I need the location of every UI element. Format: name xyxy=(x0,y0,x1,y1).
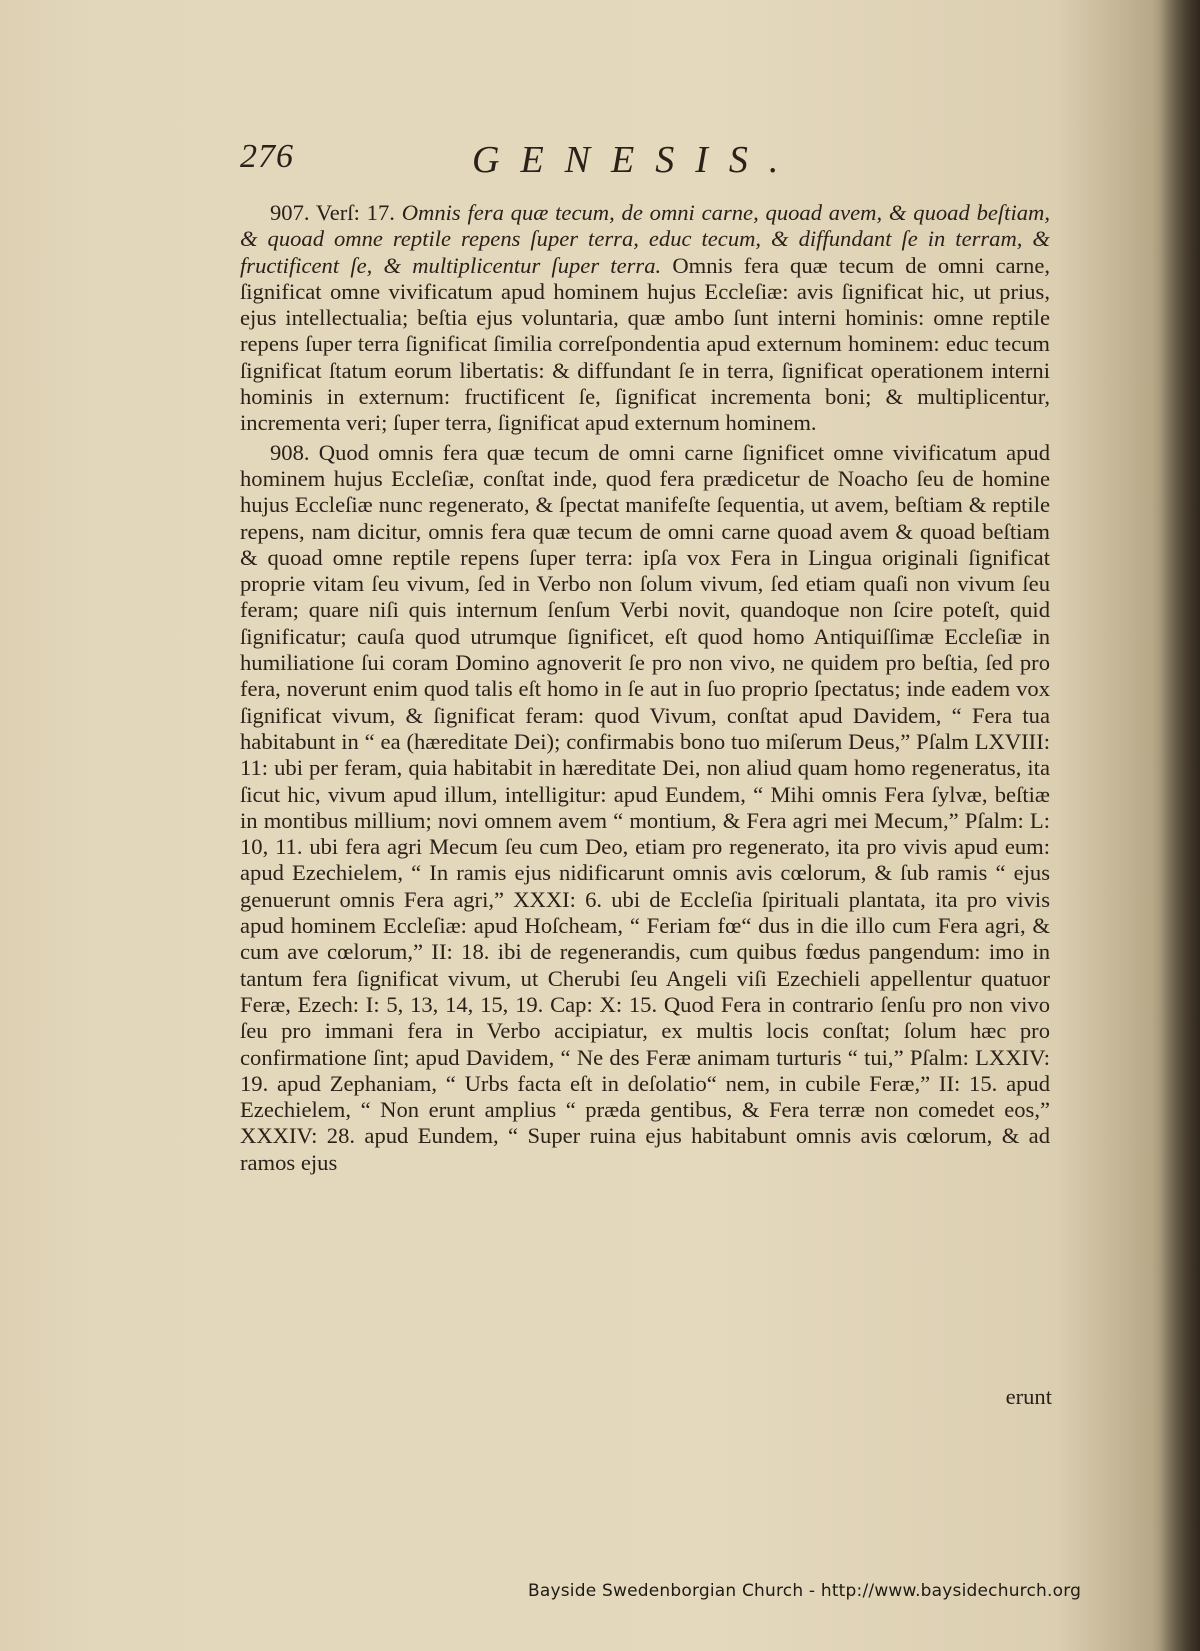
catchword: erunt xyxy=(1005,1384,1052,1409)
paragraph-908 xyxy=(240,440,1050,1176)
running-title: GENESIS. xyxy=(472,139,800,181)
watermark-footer: Bayside Swedenborgian Church - http://www.baysidechurch.org xyxy=(528,1581,1082,1601)
paragraph-907 xyxy=(240,200,1050,437)
paragraph-text: Quod omnis fera quæ tecum de omni carne ſignificet omne vivificatum apud hominem hujus Eccleſiæ, conſtat inde, quod fera prædicetur de Noacho ſeu de homine hujus Eccleſiæ nunc regenerato, & ſpectat manifeſte ſequentia, ut avem, beſtiam & reptile repens, nam dicitur, omnis fera quæ tecum de omni carne quoad avem & quoad beſtiam & quoad omne reptile repens ſuper terra: ipſa vox Fera in Lingua originali ſignificat proprie vitam ſeu vivum, ſed in Verbo non ſolum vivum, ſed etiam quaſi non vivum ſeu feram; quare niſi quis internum ſenſum Verbi novit, quandoque non ſcire poteſt, quid ſignificatur; cauſa quod utrumque ſignificet, eſt quod homo Antiquiſſimæ Eccleſiæ in humiliatione ſui coram Domino agnoverit ſe pro non vivo, ne quidem pro beſtia, ſed pro fera, noverunt enim quod talis eſt homo in ſe aut in ſuo proprio ſpectatus; inde eadem vox ſignificat vivum, & ſignificat feram: quod Vivum, conſtat apud Davidem, “ Fera tua habitabunt in “ ea (hæreditate Dei); confirmabis bono tuo miſerum Deus,” Pſalm LXVIII: 11: ubi per feram, quia habitabit in hæreditate Dei, non aliud quam homo regeneratus, ita ſicut hic, vivum apud illum, intelligitur: apud Eundem, “ Mihi omnis Fera ſylvæ, beſtiæ in montibus millium; novi omnem avem “ montium, & Fera agri mei Mecum,” Pſalm: L: 10, 11. ubi fera agri Mecum ſeu cum Deo, etiam pro regenerato, ita pro vivis apud eum: apud Ezechielem, “ In ramis ejus nidificarunt omnis avis cœlorum, & ſub ramis “ ejus genuerunt omnis Fera agri,” XXXI: 6. ubi de Eccleſia ſpirituali plantata, ita pro vivis apud hominem Eccleſiæ: apud Hoſcheam, “ Feriam fœ“ dus in die illo cum Fera agri, & cum ave cœlorum,” II: 18. ibi de regenerandis, cum quibus fœdus pangendum: imo in tantum fera ſignificat vivum, ut Cherubi ſeu Angeli viſi Ezechieli appellentur quatuor Feræ, Ezech: I: 5, 13, 14, 15, 19. Cap: X: 15. Quod Fera in contrario ſenſu pro non vivo ſeu pro immani fera in Verbo accipiatur, ex multis locis conſtat; ſolum hæc pro confirmatione ſint; apud Davidem, “ Ne des Feræ animam turturis “ tui,” Pſalm: LXXIV: 19. apud Zephaniam, “ Urbs facta eſt in deſolatio“ nem, in cubile Feræ,” II: 15. apud Ezechielem, “ Non erunt amplius “ præda gentibus, & Fera terræ non comedet eos,” XXXIV: 28. apud Eundem, “ Super ruina ejus habitabunt omnis avis cœlorum, & ad ramos ejus xyxy=(240,439,1050,1175)
scripture-quote: Omnis fera quæ tecum, de omni carne, quoad avem, & quoad beſtiam, & quoad omne reptile repens ſuper terra, educ tecum, & diffundant ſe in terram, & fructificent ſe, & multiplicentur ſuper terra. xyxy=(240,200,1050,278)
page-number: 276 xyxy=(240,138,294,175)
paragraph-lead: 907. Verſ: 17. xyxy=(270,200,402,225)
paragraph-text: Omnis fera quæ tecum de omni carne, ſignificat omne vivificatum apud hominem hujus Eccleſiæ: avis ſignificat hic, ut prius, ejus intellectualia; beſtia ejus voluntaria, quæ ambo ſunt interni hominis: omne reptile repens ſuper terra ſignificat ſimilia correſpondentia apud externum hominem: educ tecum ſignificat ſtatum eorum libertatis: & diffundant ſe in terra, ſignificat operationem interni hominis in externum: fructificent ſe, ſignificat incrementa boni; & multiplicentur, incrementa veri; ſuper terra, ſignificat apud externum hominem. xyxy=(240,252,1050,436)
body-text xyxy=(240,200,1050,1176)
gutter-shadow xyxy=(1160,0,1200,1651)
page-header xyxy=(240,138,1060,188)
paragraph-lead: 908. xyxy=(270,439,319,465)
